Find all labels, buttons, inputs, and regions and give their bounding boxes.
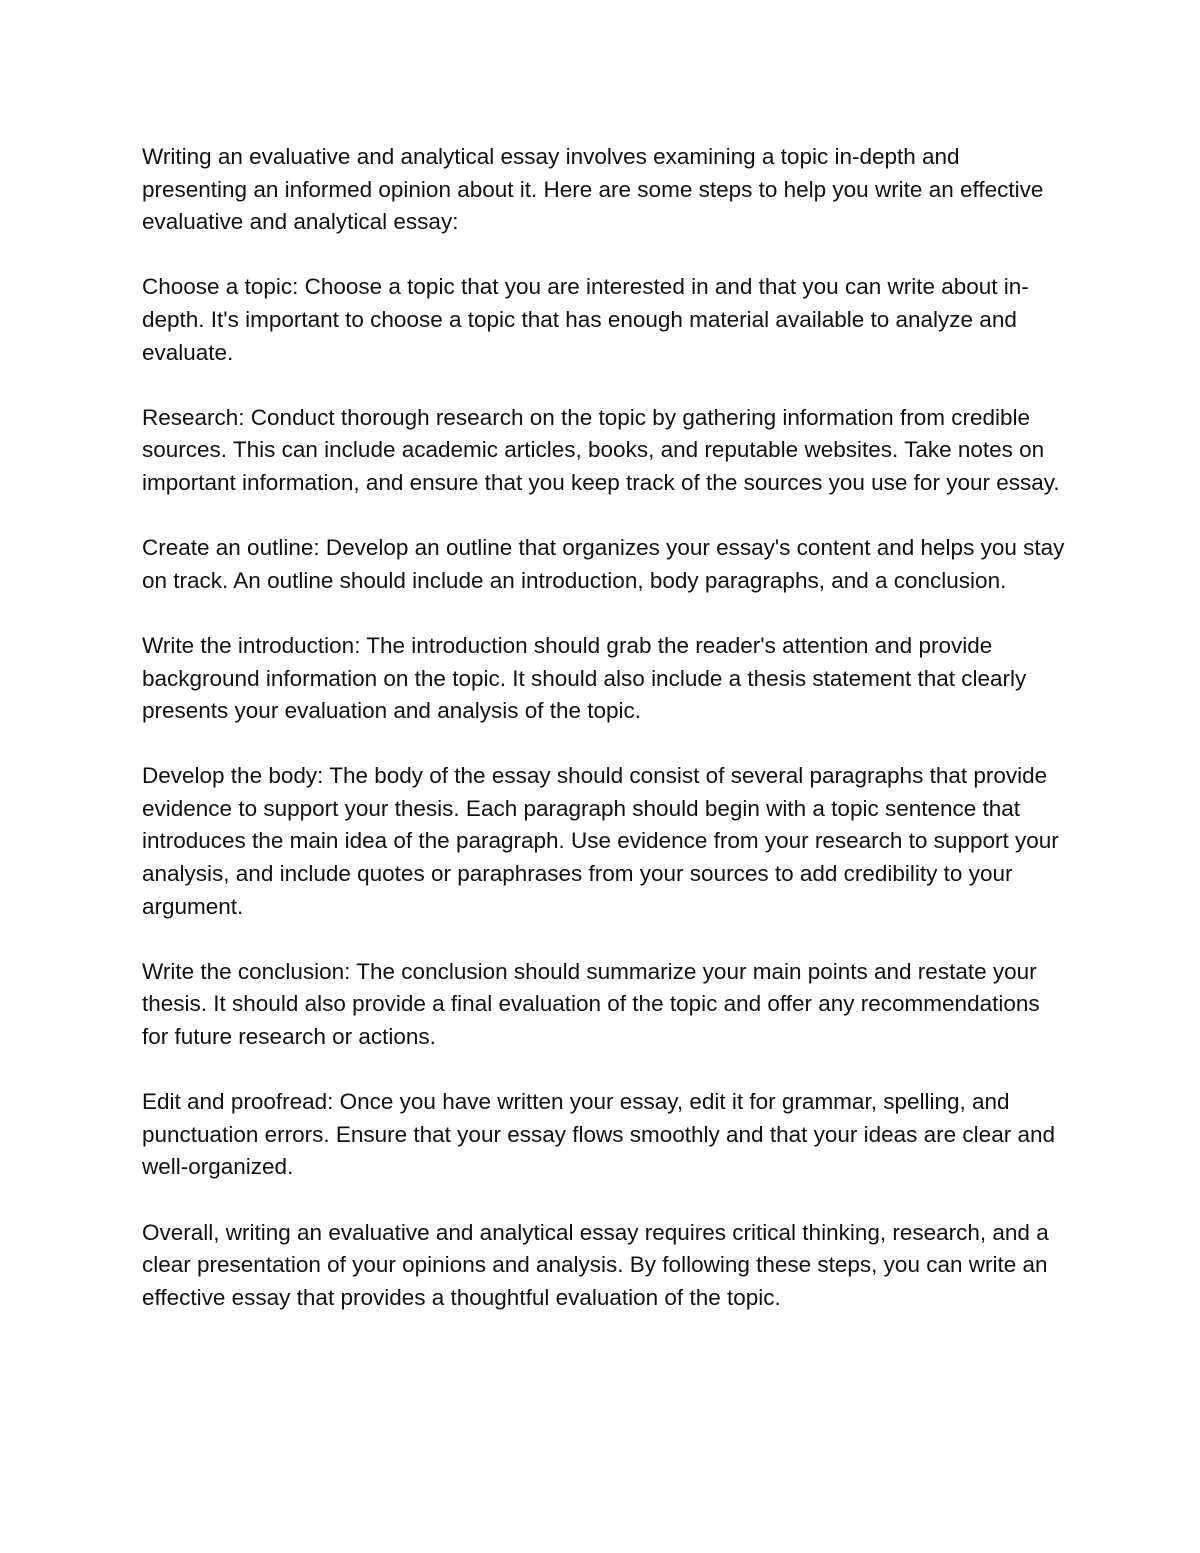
outline-paragraph: Create an outline: Develop an outline that organizes your essay's content and helps you stay on track. An outline should include an introduction, body paragraphs, and a conclusion. (142, 535, 1065, 593)
body-paragraph: Develop the body: The body of the essay should consist of several paragraphs that provide evidence to support your thesis. Each paragraph should begin with a topic sentence that introduces the main idea of the paragraph. Use evidence from your research to support your analysis, and include quotes or paraphrases from your sources to add credibility to your argument. (142, 763, 1059, 919)
edit-proofread-paragraph: Edit and proofread: Once you have written your essay, edit it for grammar, spelling, and punctuation errors. Ensure that your essay flows smoothly and that your ideas are clear and well-organized. (142, 1089, 1055, 1180)
choose-topic-paragraph: Choose a topic: Choose a topic that you are interested in and that you can write about in-depth. It's important to choose a topic that has enough material available to analyze and evaluate. (142, 274, 1029, 365)
intro-paragraph: Writing an evaluative and analytical essay involves examining a topic in-depth and presenting an informed opinion about it. Here are some steps to help you write an effective evaluative and analytical essay: (142, 144, 1044, 235)
document-body (142, 141, 1067, 1314)
conclusion-paragraph: Write the conclusion: The conclusion should summarize your main points and restate your thesis. It should also provide a final evaluation of the topic and offer any recommendations for future research or actions. (142, 958, 1040, 1050)
introduction-paragraph: Write the introduction: The introduction should grab the reader's attention and provide background information on the topic. It should also include a thesis statement that clearly presents your evaluation and analysis of the topic. (142, 632, 1027, 724)
overall-paragraph: Overall, writing an evaluative and analytical essay requires critical thinking, research, and a clear presentation of your opinions and analysis. By following these steps, you can write an effective essay that provides a thoughtful evaluation of the topic. (142, 1219, 1049, 1310)
research-paragraph: Research: Conduct thorough research on the topic by gathering information from credible sources. This can include academic articles, books, and reputable websites. Take notes on important information, and ensure that you keep track of the sources you use for your essay. (142, 404, 1060, 495)
